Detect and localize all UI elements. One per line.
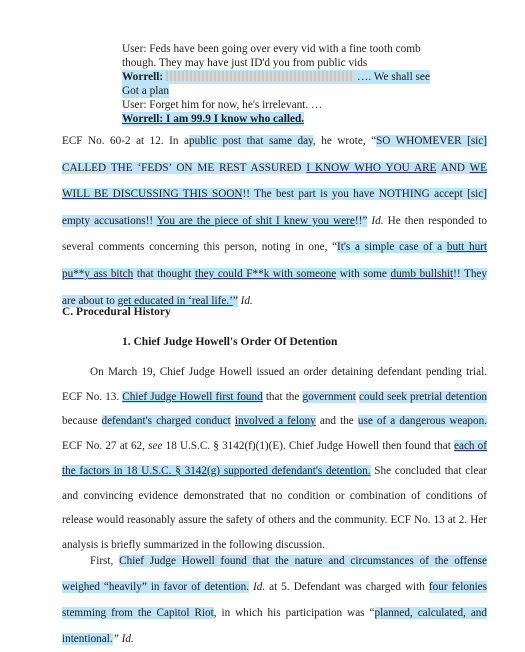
chat-line-1: User: Feds have been going over every vid with a fine tooth comb: [122, 43, 421, 55]
para1-highlight: !!”: [354, 214, 368, 227]
para2-text: ECF No. 27 at 62,: [62, 440, 149, 453]
citation-see: see: [148, 440, 163, 453]
para1-text: , he wrote, “: [312, 135, 377, 147]
citation-id: Id.: [237, 294, 253, 307]
citation-id: Id.: [367, 214, 384, 227]
citation-id: Id.: [248, 581, 266, 593]
para1-highlight: ”: [232, 294, 238, 307]
para1-highlight: that thought: [133, 267, 195, 280]
para2-text: 18 U.S.C. § 3142(f)(1)(E). Chief Judge Howell then found that: [162, 440, 455, 453]
para2-underline: Chief Judge Howell first found: [122, 390, 263, 403]
chat-line-3-tail: …. We shall see: [357, 71, 430, 83]
para1-highlight: !! They are about to: [62, 267, 487, 307]
para2-text: because: [62, 415, 102, 428]
citation-id: ” Id.: [112, 633, 134, 645]
para2-text: She concluded that clear and convincing evidence demonstrated that no condition or combination of conditions of release would reasonably assure the safety of others and the community. ECF No. 13 at 2. Her analysis is briefly summarized in the following discussion.: [62, 464, 488, 551]
redaction-bar: [166, 71, 354, 81]
para1-underline: You are the piece of shit I knew you were: [156, 214, 355, 227]
para2-underline: each of the factors in 18 U.S.C. § 3142(g) supported defendant's detention.: [62, 440, 488, 477]
para1-underline: butt hurt pu**y ass bitch: [62, 241, 487, 280]
para3-text: First,: [90, 555, 120, 567]
para1-text: He then responded to several comments concerning this person, noting in one, “: [62, 214, 487, 254]
para2-highlight: government: [302, 390, 356, 403]
paragraph-order-of-detention: [62, 360, 487, 558]
para1-underline: dumb bullshit: [390, 267, 454, 280]
para2-text: On March 19, Chief Judge Howell issued an order detaining defendant pending trial. ECF No. 13.: [62, 366, 487, 403]
para3-highlight: Chief Judge Howell found that the nature and circumstances of the offense weighed “heavily” in favor of detention.: [62, 555, 487, 593]
paragraph-public-post: [62, 128, 487, 314]
chat-line-2: though. They may have just ID'd you from public vids: [122, 57, 368, 69]
para3-highlight: four felonies stemming from the Capitol Riot: [62, 581, 487, 619]
chat-line-6: Worrell: I am 99.9 I know who called.: [122, 113, 305, 125]
para2-highlight: defendant's charged conduct: [101, 415, 231, 428]
chat-line-5: User: Forget him for now, he's irrelevant. …: [122, 99, 323, 111]
para1-highlight: public post that same day: [189, 135, 313, 147]
para1-highlight: AND: [436, 161, 470, 174]
para2-underline: involved a felony: [234, 415, 316, 428]
para2-text: and the: [315, 415, 358, 428]
para1-underline: they could F**k with someone: [194, 267, 337, 280]
para2-text: that the: [262, 390, 303, 403]
paragraph-nature-of-offense: [62, 548, 487, 652]
para1-underline: get educated in ‘real life.’: [117, 294, 233, 307]
para1-highlight: !! The best part is you have NOTHING accept [sic] empty accusations!!: [62, 188, 487, 227]
chat-line-3: [122, 70, 430, 84]
para1-highlight: with some: [336, 267, 391, 280]
subsection-heading-order-of-detention: 1. Chief Judge Howell's Order Of Detention: [122, 336, 338, 348]
para1-highlight: SO WHOMEVER [sic] CALLED THE ‘FEDS’ ON ME REST ASSURED: [62, 135, 487, 174]
para3-highlight: planned, calculated, and intentional.: [62, 607, 487, 645]
para2-highlight: use of a dangerous weapon.: [357, 415, 488, 428]
para2-highlight: could seek pretrial detention: [359, 390, 488, 403]
para3-text: , in which his participation was “: [213, 607, 375, 619]
chat-line-4: Got a plan: [122, 85, 170, 97]
chat-speaker: Worrell:: [122, 71, 164, 83]
para3-text: at 5. Defendant was charged with: [265, 581, 429, 593]
section-heading-procedural-history: C. Procedural History: [62, 306, 171, 318]
para1-underline: I KNOW WHO YOU ARE: [306, 161, 437, 174]
para1-underline: WE WILL BE DISCUSSING THIS SOON: [62, 161, 488, 201]
para1-highlight: It's a simple case of a: [337, 241, 447, 254]
para1-text: ECF No. 60-2 at 12. In a: [62, 135, 189, 147]
